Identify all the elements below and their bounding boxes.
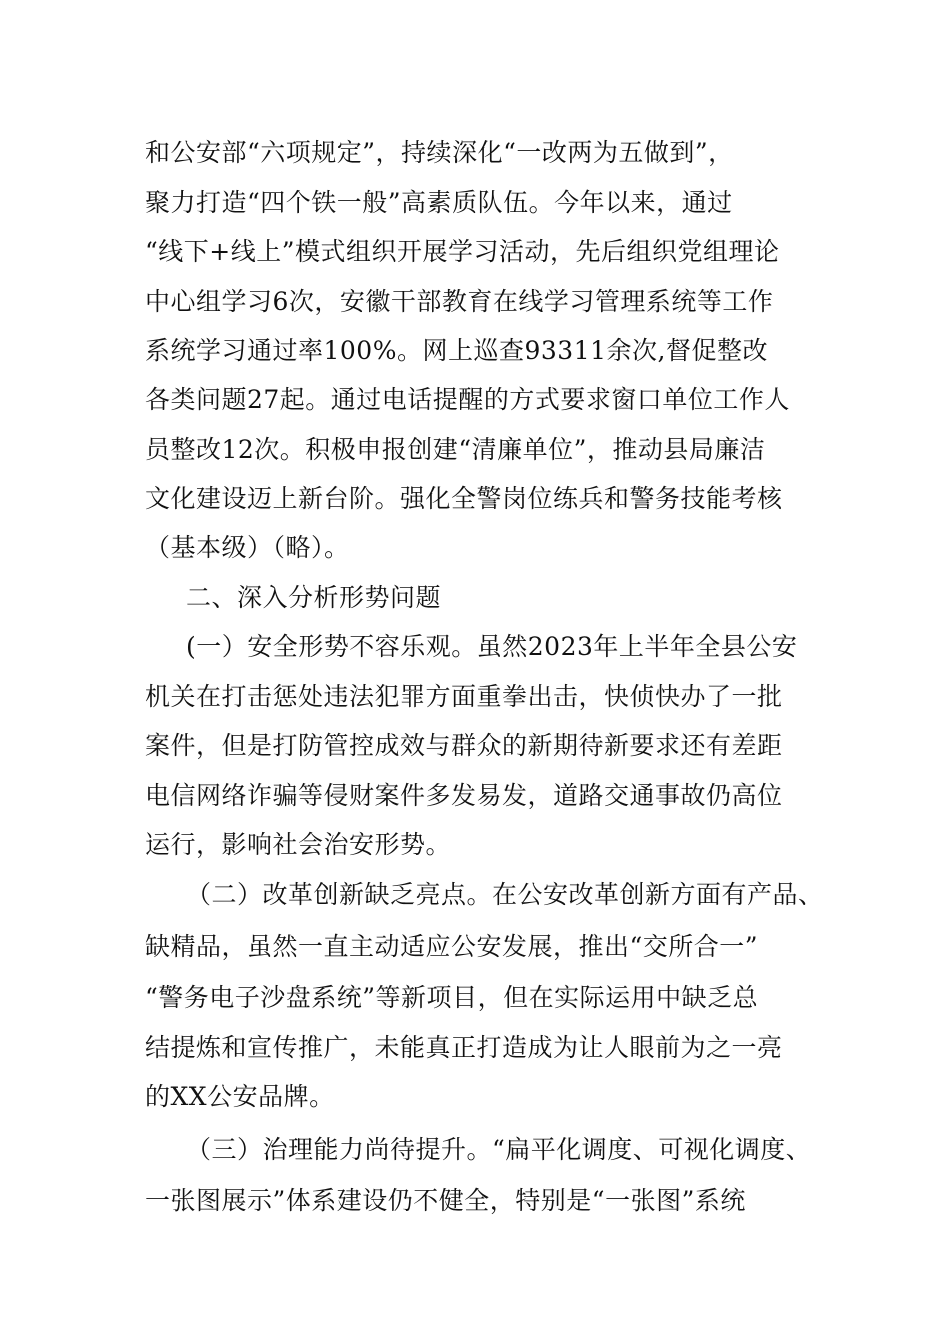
- text-line: 的XX公安品牌。: [145, 1082, 335, 1111]
- text-line: 中心组学习6次，安徽干部教育在线学习管理系统等工作: [145, 287, 774, 316]
- text-line: “警务电子沙盘系统”等新项目，但在实际运用中缺乏总: [145, 983, 759, 1012]
- paragraph-start: (一）安全形势不容乐观。虽然2023年上半年全县公安: [186, 632, 798, 661]
- text-line: 结提炼和宣传推广，未能真正打造成为让人眼前为之一亮: [145, 1033, 783, 1062]
- text-line: 员整改12次。积极申报创建“清廉单位”，推动县局廉洁: [145, 435, 766, 464]
- text-line: 案件，但是打防管控成效与群众的新期待新要求还有差距: [145, 731, 783, 760]
- text-line: 运行，影响社会治安形势。: [145, 830, 452, 859]
- text-line: 一张图展示”体系建设仍不健全，特别是“一张图”系统: [145, 1186, 746, 1215]
- text-line: “线下+线上”模式组织开展学习活动，先后组织党组理论: [145, 237, 780, 266]
- section-heading: 二、深入分析形势问题: [186, 583, 442, 612]
- text-line: 文化建设迈上新台阶。强化全警岗位练兵和警务技能考核: [145, 484, 783, 513]
- text-line: 系统学习通过率100%。网上巡查93311余次,督促整改: [145, 336, 768, 365]
- text-line: 聚力打造“四个铁一般”高素质队伍。今年以来，通过: [145, 188, 733, 217]
- text-line: 各类问题27起。通过电话提醒的方式要求窗口单位工作人: [145, 385, 790, 414]
- text-line: （基本级）（略）。: [145, 533, 350, 562]
- text-line: 和公安部“六项规定”，持续深化“一改两为五做到”，: [145, 138, 734, 167]
- paragraph-start: （三）治理能力尚待提升。“扁平化调度、可视化调度、: [186, 1135, 812, 1164]
- text-line: 缺精品，虽然一直主动适应公安发展，推出“交所合一”: [145, 932, 759, 961]
- text-line: 机关在打击惩处违法犯罪方面重拳出击，快侦快办了一批: [145, 682, 783, 711]
- text-line: 电信网络诈骗等侵财案件多发易发，道路交通事故仍高位: [145, 781, 783, 810]
- paragraph-start: （二）改革创新缺乏亮点。在公安改革创新方面有产品、: [186, 880, 824, 909]
